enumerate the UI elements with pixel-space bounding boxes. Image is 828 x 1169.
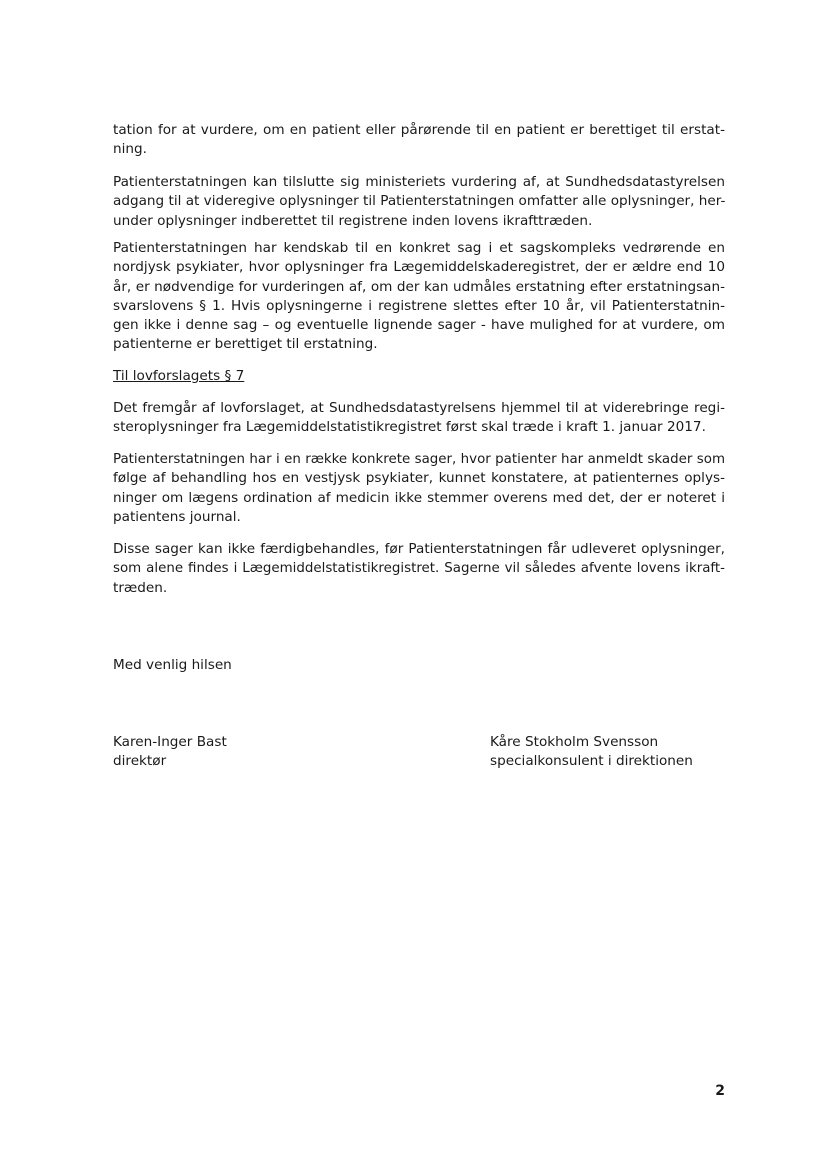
paragraph-line: træden. [113,579,168,596]
paragraph-4 [113,399,725,438]
paragraph-line: nordjysk psykiater, hvor oplysninger fra Lægemiddelskaderegistret, der er ældre end 10 [113,259,725,276]
paragraph-line: ning. [113,141,147,158]
paragraph-line: steroplysninger fra Lægemiddelstatistikregistret først skal træde i kraft 1. januar 2017. [113,419,706,436]
paragraph-line: tation for at vurdere, om en patient eller pårørende til en patient er berettiget til erstat- [113,122,725,138]
paragraph-line: Disse sager kan ikke færdigbehandles, før Patienterstatningen får udleveret oplysninger, [113,541,725,557]
signatory-name: Kåre Stokholm Svensson [490,734,659,750]
paragraph-1 [113,121,725,160]
paragraph-6 [113,540,725,598]
paragraph-line: ninger om lægens ordination af medicin ikke stemmer overens med det, der er noteret i [113,489,725,506]
paragraph-line: svarslovens § 1. Hvis oplysningerne i registrene slettes efter 10 år, vil Patienterstatnin- [113,297,725,314]
paragraph-line: år, er nødvendige for vurderingen af, om der kan udmåles erstatning efter erstatningsan- [113,278,725,295]
paragraph-line: Patienterstatningen har i en række konkrete sager, hvor patienter har anmeldt skader som [113,452,725,467]
paragraph-line: Patienterstatningen har kendskab til en konkret sag i et sagskompleks vedrørende en [113,240,725,256]
paragraph-3 [113,239,725,355]
paragraph-line: under oplysninger indberettet til registrene inden lovens ikrafttræden. [113,212,593,229]
paragraph-line: Patienterstatningen kan tilslutte sig ministeriets vurdering af, at Sundhedsdatastyrelsen [113,174,725,190]
paragraph-line: adgang til at videregive oplysninger til Patienterstatningen omfatter alle oplysninger, her- [113,193,726,210]
signatory-name: Karen-Inger Bast [113,734,227,750]
signature-block-left [113,733,227,772]
paragraph-line: patientens journal. [113,508,241,525]
signatory-title: specialkonsulent i direktionen [490,753,693,770]
section-heading: Til lovforslagets § 7 [113,368,245,384]
paragraph-2 [113,173,725,231]
signature-block-right [490,733,693,772]
paragraph-5 [113,450,725,527]
paragraph-line: som alene findes i Lægemiddelstatistikregistret. Sagerne vil således afvente lovens ikraft- [113,561,725,577]
paragraph-line: Det fremgår af lovforslaget, at Sundhedsdatastyrelsens hjemmel til at viderebringe regi- [113,400,725,416]
signatory-title: direktør [113,753,167,770]
page-number: 2 [715,1083,725,1099]
paragraph-line: patienterne er berettiget til erstatning. [113,336,378,353]
paragraph-line: følge af behandling hos en vestjysk psykiater, kunnet konstatere, at patienternes oplys- [113,470,725,487]
paragraph-line: gen ikke i denne sag – og eventuelle lignende sager - have mulighed for at vurdere, om [113,317,725,334]
closing-salutation: Med venlig hilsen [113,657,232,673]
